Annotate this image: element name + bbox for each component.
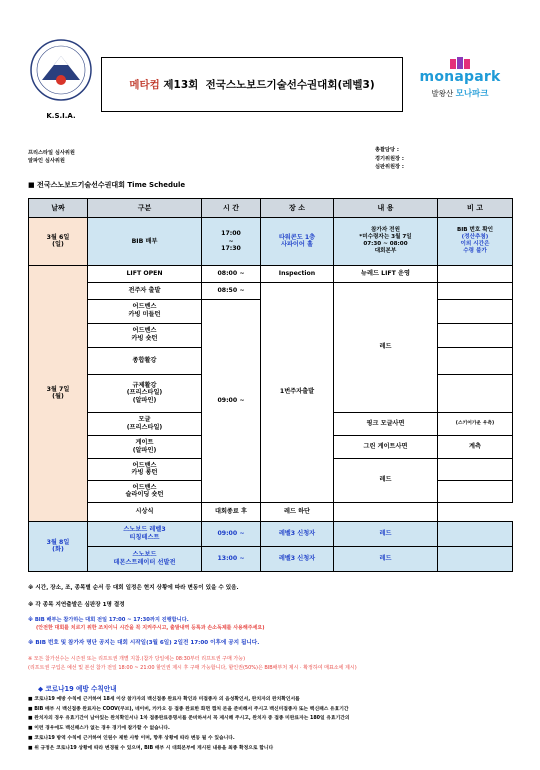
category-cell (88, 546, 202, 571)
note-cell (438, 282, 513, 299)
association-abbr: K.S.I.A. (46, 112, 76, 120)
category-line: 어드벤스 (132, 327, 157, 335)
signoff-item: 총괄담당 : (375, 147, 399, 153)
title-brand: 메타컴 (129, 79, 160, 91)
committee-item: 프리스타일 심사위원 (28, 150, 75, 156)
column-header: 날짜 (29, 199, 88, 218)
place-cell (261, 217, 334, 265)
category-line: (프리스타일) (126, 423, 163, 431)
note-lift-discount: (리프트권 구입은 예선 및 본선 참가 전일 18:00 ~ 21:00 할인권 제시 후 구매 가능합니다, 할인권(50%)은 BIB배부처 제시 · 확정하여 매표소에 제시) (28, 665, 357, 671)
category-line: (프리스타일) (126, 389, 163, 397)
column-header: 내 용 (334, 199, 438, 218)
note-lift-pass: ※ 모든 참가선수는 시즌권 또는 리프트권 개별 지참.(참가 당일에는 08:30부터 리프트권 구매 가능) (28, 656, 246, 662)
category-line: 티칭테스트 (129, 533, 160, 541)
note-bib-time: ※ BIB 배부는 참가하는 대회 전일 17:00 ~ 17:30까지 진행합니다. (28, 617, 189, 623)
schedule-table (28, 198, 512, 572)
monapark-logo (412, 57, 508, 113)
note-schedule-change: ※ 시간, 장소, 조, 종목별 순서 등 대회 일정은 현지 상황에 따라 변동이 있을 수 있음. (28, 585, 239, 591)
note-cell (438, 480, 513, 502)
category-cell: BIB 배부 (88, 217, 202, 265)
content-cell: 레드 (334, 282, 438, 412)
covid-rule: ■ 위 규정은 코로나19 상황에 따라 변경될 수 있으며, BIB 배부 시 대회본부에 게시된 내용을 최종 확정으로 합니다 (28, 745, 274, 751)
category-cell (88, 323, 202, 347)
note-cell (438, 374, 513, 412)
note-cell (438, 266, 513, 283)
content-cell (334, 217, 438, 265)
place-line: 사파이어 홀 (280, 241, 314, 249)
note-cell (438, 299, 513, 323)
monapark-sub-prefix: 발왕산 (431, 89, 456, 98)
category-line: 어드밴스 (132, 483, 157, 491)
monapark-sub-name: 모나파크 (455, 89, 489, 99)
content-line: 대회본부 (374, 248, 397, 255)
category-cell (88, 435, 202, 458)
covid-rule: ■ BIB 배부 시 백신접종 완료자는 COOV(쿠브), 네이버, 카카오 등 접종 완료한 화면 캡처 본을 준비해서 주시고 백신미접종자 또는 백신패스 유효기간 (28, 706, 349, 712)
category-line: 슬라이딩 숏턴 (125, 491, 164, 499)
column-header: 구분 (88, 199, 202, 218)
note-line: 이외 시간은 (460, 241, 490, 248)
covid-rule: ■ 코로나19 방역 수칙에 근거하여 인원수 제한 사항 이며, 향후 상황에 따라 변동 될 수 있습니다. (28, 735, 235, 741)
category-cell: LIFT OPEN (88, 266, 202, 283)
category-line: 스노보드 레벨3 (123, 525, 166, 533)
covid-rules (28, 695, 523, 753)
date-line: (화) (52, 546, 64, 554)
note-cell (438, 546, 513, 571)
category-line: 게이트 (135, 439, 154, 446)
note-bib-announcement: ※ BIB 번호 및 참가자 명단 공지는 대회 시작일(3월 6일) 2일전 17:00 이후에 공지 됩니다. (28, 640, 260, 646)
monapark-word: monapark (419, 69, 501, 85)
content-cell: 레드 (334, 546, 438, 571)
note-cell (334, 502, 438, 521)
schedule-title: ■ 전국스노보드기술선수권대회 Time Schedule (28, 181, 186, 189)
category-line: 규제활강 (132, 381, 157, 389)
note-cell: (스키어가운 우측) (438, 412, 513, 435)
category-line: 스노보드 (132, 551, 157, 559)
date-cell (29, 521, 88, 571)
place-cell: Inspection (261, 266, 334, 283)
content-cell: 뉴레드 LIFT 운영 (334, 266, 438, 283)
note-cell (438, 347, 513, 374)
category-line: 카빙 미들턴 (128, 311, 161, 319)
category-cell (88, 374, 202, 412)
category-cell (88, 480, 202, 502)
content-line: 07:30 ~ 08:00 (363, 241, 408, 248)
time-line: ~ (228, 237, 234, 245)
category-line: 어드벤스 (132, 303, 157, 311)
table-row (29, 502, 513, 521)
note-bib-safety: (안전한 대회를 치르기 위한 조치이니 시간을 꼭 지켜주시고, 출발내역 등록과 손소독제를 사용해주세요) (36, 625, 265, 631)
note-cell (438, 323, 513, 347)
category-cell: 시상식 (88, 502, 202, 521)
note-line: 수령 불가 (463, 248, 487, 255)
covid-rule: ■ 코로나19 예방 수칙에 근거하여 18세 이상 참가자의 백신접종 완료자 확인과 미접종자 의 음성확인서, 완치자의 완치확인서를 (28, 697, 300, 702)
time-cell: 13:00 ~ (202, 546, 261, 571)
date-cell (29, 217, 88, 265)
time-cell (202, 217, 261, 265)
category-line: (알파인) (132, 446, 157, 454)
date-cell (29, 266, 88, 522)
committee-list (28, 149, 75, 165)
column-header: 시 간 (202, 199, 261, 218)
time-cell: 09:00 ~ (202, 299, 261, 502)
column-header: 비 고 (438, 199, 513, 218)
content-cell: 레드 하단 (261, 502, 334, 521)
note-delay-start: ※ 각 종목 지연출발은 심판장 1명 결정 (28, 602, 125, 608)
content-cell: 핑크 모글사면 (334, 412, 438, 435)
event-title (101, 57, 403, 112)
category-line: 카빙 숏턴 (131, 335, 158, 343)
category-cell (88, 412, 202, 435)
signoff-item: 심판위원장 : (375, 164, 404, 170)
place-line: 타워콘도 1층 (278, 233, 316, 241)
time-cell: 08:00 ~ (202, 266, 261, 283)
date-line: 3월 8일 (46, 538, 70, 546)
time-line: 17:30 (221, 245, 241, 253)
category-cell (88, 299, 202, 323)
table-row (29, 521, 513, 546)
date-line: 3월 6일 (46, 233, 70, 241)
note-line: BIB 번호 확인 (456, 227, 494, 234)
note-cell: 계측 (438, 435, 513, 458)
category-cell (88, 458, 202, 480)
place-cell: 레벨3 신청자 (261, 546, 334, 571)
column-header: 장 소 (261, 199, 334, 218)
title-text: 제13회 전국스노보드기술선수권대회(레벨3) (159, 79, 375, 91)
place-cell: 대회종료 후 (202, 502, 261, 521)
signoff-list (375, 146, 404, 172)
table-row (29, 546, 513, 571)
date-line: (월) (52, 393, 64, 401)
category-line: 데몬스트레이터 선발전 (113, 558, 176, 566)
date-line: 3월 7일 (46, 385, 70, 393)
category-line: 어드밴스 (132, 461, 157, 469)
category-cell (88, 521, 202, 546)
covid-title: ◆ 코로나19 예방 수칙안내 (38, 685, 117, 693)
ksia-emblem-icon (28, 36, 94, 106)
category-line: 카빙 롱턴 (131, 469, 158, 477)
ksia-logo (28, 36, 94, 120)
category-line: (알파인) (132, 397, 157, 405)
table-row (29, 282, 513, 299)
time-cell: 08:50 ~ (202, 282, 261, 299)
note-cell (438, 521, 513, 546)
content-line: *미수령자는 3월 7일 (359, 234, 412, 241)
time-cell: 09:00 ~ (202, 521, 261, 546)
note-cell (438, 458, 513, 480)
covid-rule: ■ 이런 경우에도 백신패스가 없는 경우 경기에 참가할 수 없습니다. (28, 726, 170, 732)
content-cell: 그린 게이트사면 (334, 435, 438, 458)
table-row (29, 217, 513, 265)
place-cell: 레벨3 신청자 (261, 521, 334, 546)
category-cell: 종합활강 (88, 347, 202, 374)
table-header-row (29, 199, 513, 218)
content-cell: 레드 (334, 521, 438, 546)
note-cell (438, 217, 513, 265)
date-line: (일) (52, 241, 64, 249)
table-row (29, 266, 513, 283)
content-line: 참가자 전원 (371, 227, 400, 234)
category-line: 모글 (138, 415, 151, 423)
content-cell: 레드 (334, 458, 438, 502)
covid-rule: ■ 완치자의 경우 유효기간이 남아있는 완치확인서나 1차 접종완료증명서를 준비하셔서 꼭 제시해 주시고, 완치자 중 접종 미완료자는 180일 유효기간의 (28, 716, 350, 722)
monapark-flag-icon (448, 57, 472, 71)
signoff-item: 경기위원장 : (375, 155, 404, 162)
committee-item: 알파인 심사위원 (28, 158, 65, 164)
time-line: 17:00 (221, 229, 241, 237)
monapark-sub (412, 87, 508, 99)
place-cell: 1번주자출발 (261, 282, 334, 502)
category-cell: 전주자 출발 (88, 282, 202, 299)
note-line: (정산추첨) (461, 234, 489, 241)
